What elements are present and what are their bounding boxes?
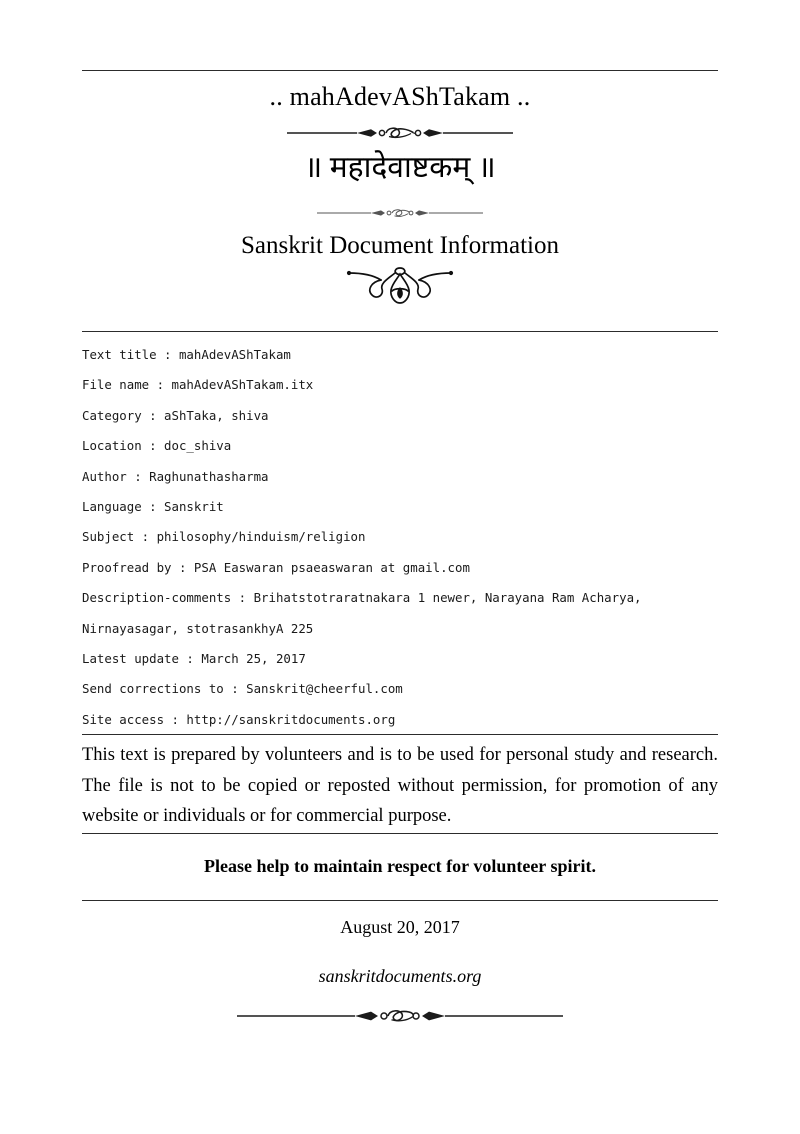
metadata-row: Latest update : March 25, 2017 xyxy=(82,650,306,666)
fleuron-ornament xyxy=(0,264,800,308)
metadata-row: Send corrections to : Sanskrit@cheerful.com xyxy=(82,681,403,697)
metadata-row: Category : aShTaka, shiva xyxy=(82,407,269,423)
metadata-row: Language : Sanskrit xyxy=(82,498,224,514)
metadata-row: Text title : mahAdevAShTakam xyxy=(82,347,291,362)
ornamental-divider-bottom xyxy=(0,1006,800,1026)
horizontal-rule-metadata-top xyxy=(82,331,718,332)
horizontal-rule-paragraph-top xyxy=(82,734,718,735)
footer-date: August 20, 2017 xyxy=(340,917,460,937)
metadata-row: File name : mahAdevAShTakam.itx xyxy=(82,377,314,393)
section-heading: Sanskrit Document Information xyxy=(241,232,559,259)
metadata-row: Description-comments : Brihatstotraratnakara 1 newer, Narayana Ram Acharya, xyxy=(82,590,642,606)
page-title-transliteration: .. mahAdevAShTakam .. xyxy=(269,82,531,111)
metadata-list xyxy=(82,340,722,735)
ornamental-divider-mid xyxy=(0,206,800,220)
flourish-small-icon xyxy=(315,206,485,220)
usage-notice-paragraph: This text is prepared by volunteers and is to be used for personal study and research. The file is not to be copied or reposted without permission, for promotion of any website or individuals or for commercial purpose. xyxy=(82,745,718,826)
horizontal-rule-top xyxy=(82,70,718,71)
page-title-devanagari: ॥ महादेवाष्टकम् ॥ xyxy=(304,151,496,184)
footer-site-name: sanskritdocuments.org xyxy=(318,966,482,986)
ornamental-divider-top xyxy=(0,124,800,142)
metadata-row: Site access : http://sanskritdocuments.org xyxy=(82,711,396,727)
metadata-row: Author : Raghunathasharma xyxy=(82,468,269,484)
metadata-row: Subject : philosophy/hinduism/religion xyxy=(82,529,366,545)
flourish-icon xyxy=(235,1006,565,1026)
fleuron-icon xyxy=(345,264,455,308)
volunteer-spirit-note: Please help to maintain respect for volunteer spirit. xyxy=(204,856,596,876)
metadata-row: Location : doc_shiva xyxy=(82,438,232,454)
horizontal-rule-paragraph-bottom xyxy=(82,833,718,834)
metadata-row: Proofread by : PSA Easwaran psaeaswaran at gmail.com xyxy=(82,559,470,575)
metadata-row-continuation: Nirnayasagar, stotrasankhyA 225 xyxy=(82,620,314,636)
flourish-icon xyxy=(285,124,515,142)
horizontal-rule-note-bottom xyxy=(82,900,718,901)
